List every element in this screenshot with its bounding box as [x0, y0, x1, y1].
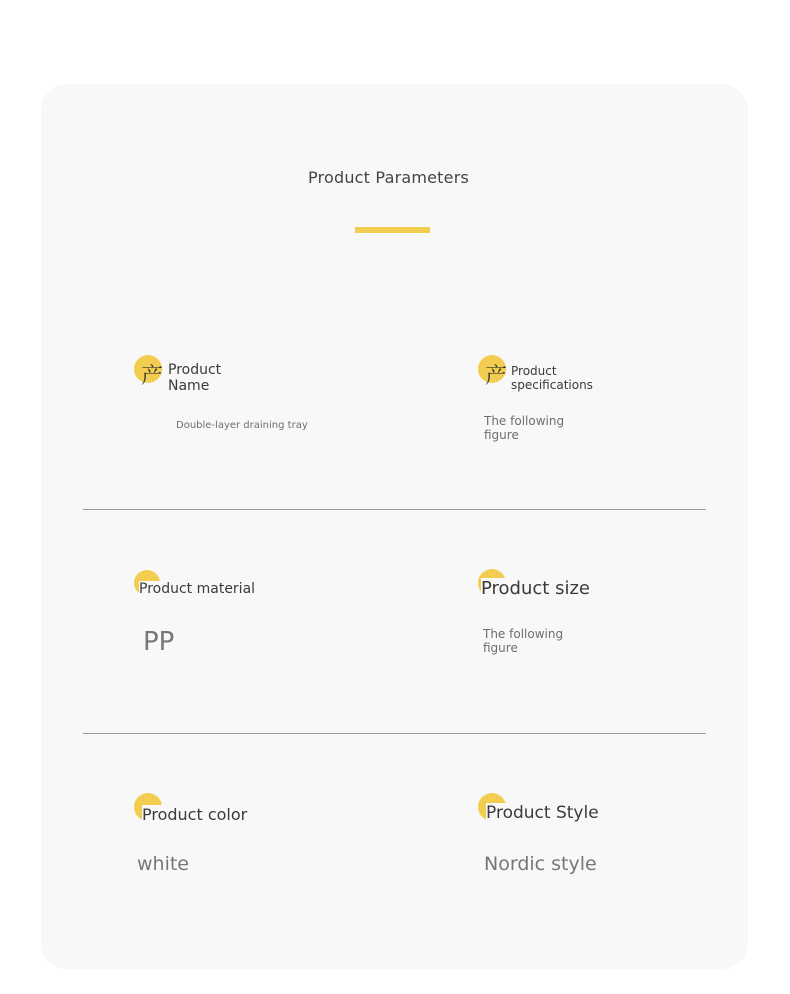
name-glyph-icon: 产 — [141, 364, 164, 389]
specifications-glyph-icon: 产 — [485, 364, 508, 389]
product-style-label: Product Style — [486, 803, 599, 823]
product-specifications-label-line1: Product — [511, 364, 557, 378]
divider-1 — [83, 509, 706, 510]
product-style-value: Nordic style — [484, 853, 597, 875]
parameters-card — [41, 84, 748, 969]
title-underline — [355, 227, 430, 233]
product-specifications-value-line2: figure — [484, 428, 519, 442]
product-color-value: white — [137, 853, 189, 875]
product-size-value-line2: figure — [483, 641, 518, 655]
page-title: Product Parameters — [308, 168, 470, 187]
product-material-value: PP — [143, 627, 175, 657]
divider-2 — [83, 733, 706, 734]
product-size-label: Product size — [481, 578, 590, 599]
product-specifications-label-line2: specifications — [511, 378, 593, 392]
product-name-label-line1: Product — [168, 362, 222, 378]
product-specifications-value-line1: The following — [484, 414, 565, 428]
product-color-label: Product color — [142, 805, 248, 824]
product-name-value: Double-layer draining tray — [176, 420, 308, 431]
product-name-label-line2: Name — [168, 378, 210, 394]
product-material-label: Product material — [139, 581, 256, 597]
product-size-value-line1: The following — [483, 627, 564, 641]
